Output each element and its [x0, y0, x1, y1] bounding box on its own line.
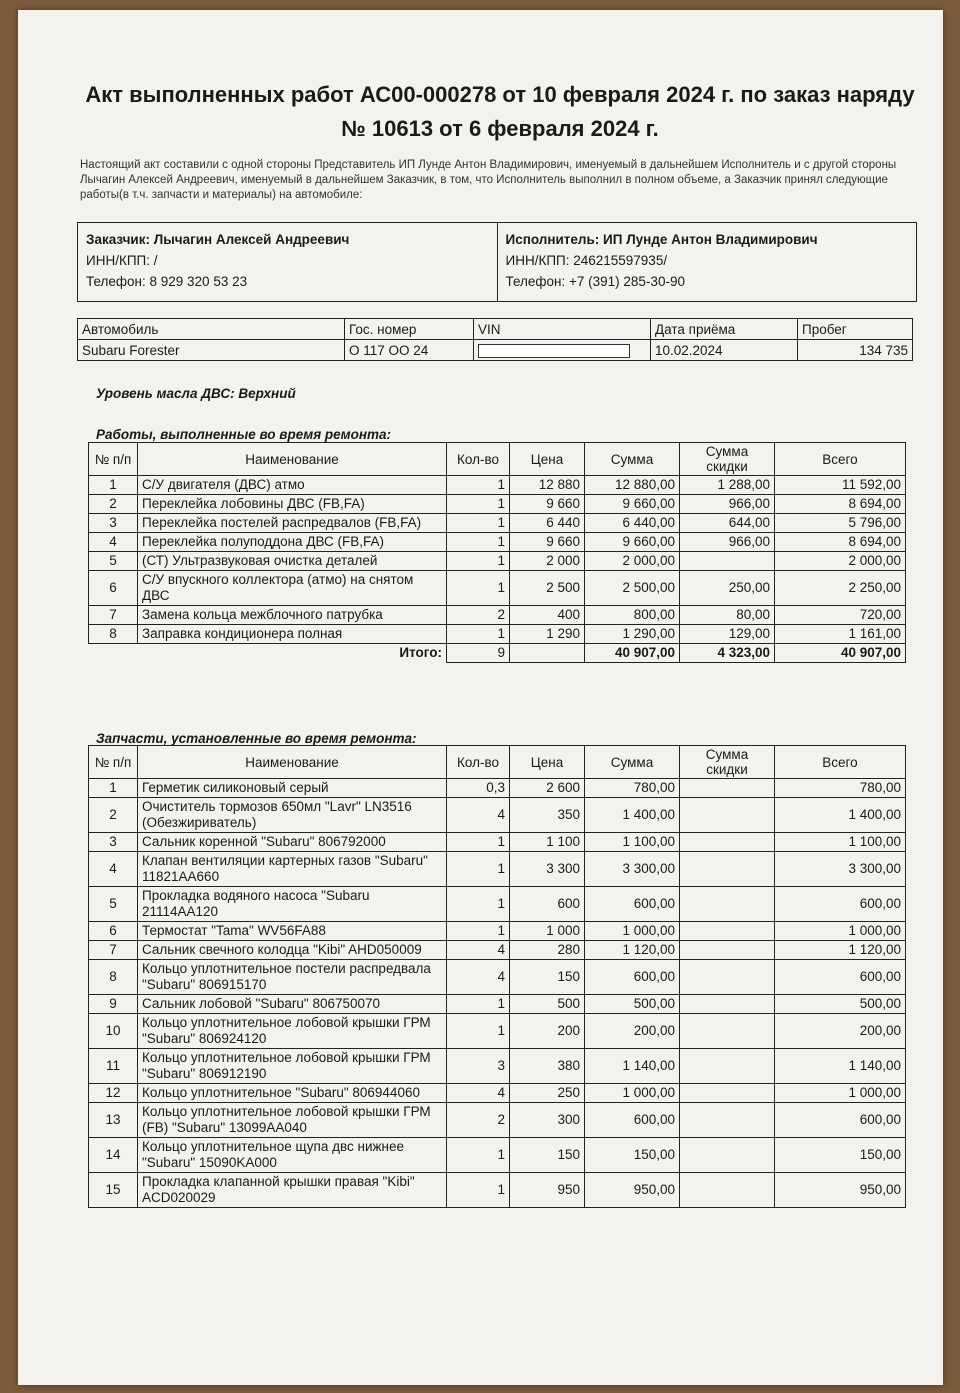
parts-row-total: 3 300,00 — [775, 852, 906, 887]
works-row-discount: 250,00 — [680, 571, 775, 606]
parts-row-no: 10 — [89, 1014, 138, 1049]
works-row — [89, 571, 906, 606]
works-row-no: 7 — [89, 606, 138, 625]
parts-row-no: 14 — [89, 1138, 138, 1173]
parts-row-qty: 4 — [447, 960, 510, 995]
parts-row-qty: 1 — [447, 887, 510, 922]
works-row-discount: 129,00 — [680, 625, 775, 644]
date-value: 10.02.2024 — [651, 340, 798, 361]
works-row-no: 6 — [89, 571, 138, 606]
parts-table — [88, 745, 906, 1208]
parts-row-total: 200,00 — [775, 1014, 906, 1049]
works-row — [89, 533, 906, 552]
works-row-total: 8 694,00 — [775, 533, 906, 552]
works-row-qty: 1 — [447, 625, 510, 644]
works-row-name: (СТ) Ультразвуковая очистка деталей — [138, 552, 447, 571]
works-row-no: 2 — [89, 495, 138, 514]
works-row-no: 3 — [89, 514, 138, 533]
customer-name: Заказчик: Лычагин Алексей Андреевич — [86, 232, 350, 247]
parts-row-discount — [680, 1049, 775, 1084]
parts-row-name: Кольцо уплотнительное лобовой крышки ГРМ "Subaru" 806912190 — [138, 1049, 447, 1084]
intro-paragraph: Настоящий акт составили с одной стороны Представитель ИП Лунде Антон Владимирович, именуемый в дальнейшем Исполнитель и с другой стороны Лычагин Алексей Андреевич, именуемый в дальнейшем Заказчик, в том, что Исполнитель выполнил в полном объеме, а Заказчик принял следующие работы(в т.ч. запчасти и материалы) на автомобиле: — [80, 159, 897, 201]
parts-row-name: Кольцо уплотнительное щупа двс нижнее "Subaru" 15090KA000 — [138, 1138, 447, 1173]
parts-row-sum: 1 000,00 — [585, 1084, 680, 1103]
parts-row-name: Сальник свечного колодца "Kibi" AHD050009 — [138, 941, 447, 960]
parts-row-total: 1 000,00 — [775, 1084, 906, 1103]
parts-row-name: Кольцо уплотнительное постели распредвала "Subaru" 806915170 — [138, 960, 447, 995]
works-col-name: Наименование — [138, 443, 447, 476]
parts-row-sum: 1 140,00 — [585, 1049, 680, 1084]
works-label: Работы, выполненные во время ремонта: — [96, 427, 392, 442]
works-table — [88, 442, 906, 663]
parts-row-total: 1 000,00 — [775, 922, 906, 941]
works-row-price: 400 — [510, 606, 585, 625]
parts-row-name: Кольцо уплотнительное лобовой крышки ГРМ "Subaru" 806924120 — [138, 1014, 447, 1049]
parts-row-discount — [680, 1014, 775, 1049]
parts-row-price: 1 100 — [510, 833, 585, 852]
parts-row-price: 950 — [510, 1173, 585, 1208]
works-row-no: 4 — [89, 533, 138, 552]
parts-row-discount — [680, 1084, 775, 1103]
parts-row-total: 950,00 — [775, 1173, 906, 1208]
works-row-price: 9 660 — [510, 495, 585, 514]
parts-col-name: Наименование — [138, 746, 447, 779]
works-row-no: 5 — [89, 552, 138, 571]
works-row-sum: 1 290,00 — [585, 625, 680, 644]
parts-row-name: Сальник лобовой "Subaru" 806750070 — [138, 995, 447, 1014]
parts-row-total: 600,00 — [775, 960, 906, 995]
parts-row-no: 9 — [89, 995, 138, 1014]
parts-row — [89, 1049, 906, 1084]
works-row — [89, 552, 906, 571]
parts-row-no: 15 — [89, 1173, 138, 1208]
parts-row-sum: 200,00 — [585, 1014, 680, 1049]
parts-row-no: 13 — [89, 1103, 138, 1138]
parts-row-price: 500 — [510, 995, 585, 1014]
parts-row-qty: 1 — [447, 1014, 510, 1049]
works-row — [89, 495, 906, 514]
parties-table — [77, 222, 917, 302]
works-row-no: 8 — [89, 625, 138, 644]
executor-cell — [497, 223, 917, 302]
parts-row — [89, 960, 906, 995]
works-row-total: 8 694,00 — [775, 495, 906, 514]
car-table — [77, 318, 913, 361]
vin-header: VIN — [474, 319, 651, 340]
works-row-sum: 800,00 — [585, 606, 680, 625]
works-row-qty: 1 — [447, 514, 510, 533]
works-row-discount: 966,00 — [680, 495, 775, 514]
works-row-qty: 1 — [447, 571, 510, 606]
parts-row-qty: 4 — [447, 941, 510, 960]
parts-row — [89, 798, 906, 833]
parts-row-price: 600 — [510, 887, 585, 922]
parts-row — [89, 1173, 906, 1208]
works-total-all: 40 907,00 — [775, 644, 906, 663]
works-col-sum: Сумма — [585, 443, 680, 476]
works-row-price: 2 000 — [510, 552, 585, 571]
parts-row-qty: 4 — [447, 1084, 510, 1103]
works-row — [89, 514, 906, 533]
parts-row-no: 2 — [89, 798, 138, 833]
works-row — [89, 606, 906, 625]
parts-row-qty: 1 — [447, 1138, 510, 1173]
parts-row-sum: 3 300,00 — [585, 852, 680, 887]
parts-col-sum: Сумма — [585, 746, 680, 779]
works-row-sum: 9 660,00 — [585, 495, 680, 514]
parts-row-qty: 1 — [447, 1173, 510, 1208]
works-total-price — [510, 644, 585, 663]
parts-row-no: 3 — [89, 833, 138, 852]
works-row-name: Заправка кондиционера полная — [138, 625, 447, 644]
works-row-discount: 644,00 — [680, 514, 775, 533]
parts-row-name: Кольцо уплотнительное лобовой крышки ГРМ (FB) "Subaru" 13099AA040 — [138, 1103, 447, 1138]
parts-row-qty: 3 — [447, 1049, 510, 1084]
works-row-name: Переклейка лобовины ДВС (FB,FA) — [138, 495, 447, 514]
parts-row-total: 600,00 — [775, 887, 906, 922]
oil-level: Уровень масла ДВС: Верхний — [96, 386, 296, 401]
parts-row-no: 8 — [89, 960, 138, 995]
parts-row-total: 1 120,00 — [775, 941, 906, 960]
works-row-sum: 2 500,00 — [585, 571, 680, 606]
works-total-spacer — [89, 644, 138, 663]
parts-row-total: 1 100,00 — [775, 833, 906, 852]
parts-row-price: 300 — [510, 1103, 585, 1138]
works-row-discount: 1 288,00 — [680, 476, 775, 495]
parts-row-name: Кольцо уплотнительное "Subaru" 806944060 — [138, 1084, 447, 1103]
works-total-sum: 40 907,00 — [585, 644, 680, 663]
parts-row-sum: 1 120,00 — [585, 941, 680, 960]
works-row-qty: 1 — [447, 476, 510, 495]
plate-header: Гос. номер — [345, 319, 474, 340]
parts-row-discount — [680, 960, 775, 995]
works-row-price: 1 290 — [510, 625, 585, 644]
parts-row-price: 2 600 — [510, 779, 585, 798]
parts-row-sum: 1 000,00 — [585, 922, 680, 941]
parts-row-discount — [680, 1138, 775, 1173]
parts-row-qty: 1 — [447, 995, 510, 1014]
parts-row-qty: 4 — [447, 798, 510, 833]
parts-row-total: 780,00 — [775, 779, 906, 798]
parts-row-total: 150,00 — [775, 1138, 906, 1173]
parts-row-discount — [680, 1103, 775, 1138]
parts-row-name: Сальник коренной "Subaru" 806792000 — [138, 833, 447, 852]
parts-row-name: Герметик силиконовый серый — [138, 779, 447, 798]
executor-name: Исполнитель: ИП Лунде Антон Владимирович — [505, 232, 818, 247]
works-row-name: С/У двигателя (ДВС) атмо — [138, 476, 447, 495]
works-row-sum: 12 880,00 — [585, 476, 680, 495]
parts-row-sum: 150,00 — [585, 1138, 680, 1173]
works-col-discount: Сумма скидки — [680, 443, 775, 476]
works-total-qty: 9 — [447, 644, 510, 663]
parts-row-no: 7 — [89, 941, 138, 960]
works-row-price: 9 660 — [510, 533, 585, 552]
works-row-price: 6 440 — [510, 514, 585, 533]
parts-row-discount — [680, 922, 775, 941]
parts-row-sum: 780,00 — [585, 779, 680, 798]
works-row-discount: 80,00 — [680, 606, 775, 625]
executor-phone: Телефон: +7 (391) 285-30-90 — [505, 274, 685, 289]
parts-row-name: Клапан вентиляции картерных газов "Subaru" 11821AA660 — [138, 852, 447, 887]
works-row-qty: 1 — [447, 495, 510, 514]
works-row-qty: 2 — [447, 606, 510, 625]
parts-row-sum: 950,00 — [585, 1173, 680, 1208]
parts-row-discount — [680, 833, 775, 852]
parts-row-name: Прокладка клапанной крышки правая "Kibi" ACD020029 — [138, 1173, 447, 1208]
parts-row-total: 500,00 — [775, 995, 906, 1014]
parts-row-no: 12 — [89, 1084, 138, 1103]
works-total-discount: 4 323,00 — [680, 644, 775, 663]
works-col-qty: Кол-во — [447, 443, 510, 476]
parts-row-qty: 2 — [447, 1103, 510, 1138]
parts-row-discount — [680, 779, 775, 798]
works-row-price: 2 500 — [510, 571, 585, 606]
date-header: Дата приёма — [651, 319, 798, 340]
parts-row — [89, 995, 906, 1014]
parts-label: Запчасти, установленные во время ремонта: — [96, 731, 417, 746]
mileage-header: Пробег — [798, 319, 913, 340]
parts-col-qty: Кол-во — [447, 746, 510, 779]
works-row-total: 11 592,00 — [775, 476, 906, 495]
parts-row-discount — [680, 941, 775, 960]
parts-row-sum: 600,00 — [585, 887, 680, 922]
works-row — [89, 625, 906, 644]
works-col-price: Цена — [510, 443, 585, 476]
works-row-name: Переклейка полуподдона ДВС (FB,FA) — [138, 533, 447, 552]
parts-row-no: 11 — [89, 1049, 138, 1084]
works-row-name: С/У впускного коллектора (атмо) на снятом ДВС — [138, 571, 447, 606]
vin-redacted — [478, 344, 630, 358]
customer-cell — [78, 223, 498, 302]
works-total-label: Итого: — [399, 645, 442, 661]
parts-row-discount — [680, 887, 775, 922]
parts-row-sum: 1 400,00 — [585, 798, 680, 833]
parts-row-qty: 0,3 — [447, 779, 510, 798]
parts-row-price: 1 000 — [510, 922, 585, 941]
works-row-qty: 1 — [447, 552, 510, 571]
parts-row — [89, 1138, 906, 1173]
parts-row-total: 600,00 — [775, 1103, 906, 1138]
works-row-total: 2 000,00 — [775, 552, 906, 571]
parts-col-discount: Сумма скидки — [680, 746, 775, 779]
parts-row-price: 280 — [510, 941, 585, 960]
works-row-discount — [680, 552, 775, 571]
parts-row — [89, 941, 906, 960]
works-row-name: Замена кольца межблочного патрубка — [138, 606, 447, 625]
car-header: Автомобиль — [78, 319, 345, 340]
parts-row-price: 150 — [510, 960, 585, 995]
parts-row-price: 250 — [510, 1084, 585, 1103]
parts-row-price: 200 — [510, 1014, 585, 1049]
parts-row-price: 150 — [510, 1138, 585, 1173]
parts-row-discount — [680, 1173, 775, 1208]
parts-row — [89, 887, 906, 922]
parts-col-total: Всего — [775, 746, 906, 779]
works-row-sum: 6 440,00 — [585, 514, 680, 533]
parts-row — [89, 1014, 906, 1049]
works-row-no: 1 — [89, 476, 138, 495]
parts-row — [89, 833, 906, 852]
parts-col-no: № п/п — [89, 746, 138, 779]
works-col-no: № п/п — [89, 443, 138, 476]
parts-row-name: Очиститель тормозов 650мл "Lavr" LN3516 (Обезжириватель) — [138, 798, 447, 833]
parts-row-price: 380 — [510, 1049, 585, 1084]
works-row-qty: 1 — [447, 533, 510, 552]
parts-row — [89, 1103, 906, 1138]
works-row-total: 5 796,00 — [775, 514, 906, 533]
parts-row-sum: 500,00 — [585, 995, 680, 1014]
works-row-price: 12 880 — [510, 476, 585, 495]
parts-row-discount — [680, 995, 775, 1014]
works-row-sum: 9 660,00 — [585, 533, 680, 552]
works-row-name: Переклейка постелей распредвалов (FB,FA) — [138, 514, 447, 533]
customer-inn: ИНН/КПП: / — [86, 253, 158, 268]
parts-row — [89, 922, 906, 941]
works-row-total: 720,00 — [775, 606, 906, 625]
works-row — [89, 476, 906, 495]
parts-row — [89, 1084, 906, 1103]
works-row-sum: 2 000,00 — [585, 552, 680, 571]
car-value: Subaru Forester — [78, 340, 345, 361]
parts-row — [89, 779, 906, 798]
vin-value — [474, 340, 651, 361]
parts-row-price: 350 — [510, 798, 585, 833]
parts-row — [89, 852, 906, 887]
parts-row-qty: 1 — [447, 833, 510, 852]
parts-row-discount — [680, 852, 775, 887]
parts-row-no: 6 — [89, 922, 138, 941]
works-row-total: 2 250,00 — [775, 571, 906, 606]
executor-inn: ИНН/КПП: 246215597935/ — [505, 253, 668, 268]
parts-row-total: 1 140,00 — [775, 1049, 906, 1084]
mileage-value: 134 735 — [798, 340, 913, 361]
parts-row-no: 4 — [89, 852, 138, 887]
parts-row-sum: 1 100,00 — [585, 833, 680, 852]
parts-row-total: 1 400,00 — [775, 798, 906, 833]
parts-col-price: Цена — [510, 746, 585, 779]
parts-row-sum: 600,00 — [585, 960, 680, 995]
parts-row-discount — [680, 798, 775, 833]
parts-row-sum: 600,00 — [585, 1103, 680, 1138]
parts-row-qty: 1 — [447, 922, 510, 941]
works-col-total: Всего — [775, 443, 906, 476]
works-row-total: 1 161,00 — [775, 625, 906, 644]
plate-value: О 117 ОО 24 — [345, 340, 474, 361]
parts-row-no: 5 — [89, 887, 138, 922]
parts-row-name: Термостат "Tama" WV56FA88 — [138, 922, 447, 941]
document-title: Акт выполненных работ АС00-000278 от 10 февраля 2024 г. по заказ наряду № 10613 от 6 февраля 2024 г. — [85, 82, 915, 141]
parts-row-name: Прокладка водяного насоса "Subaru 21114AA120 — [138, 887, 447, 922]
parts-row-no: 1 — [89, 779, 138, 798]
customer-phone: Телефон: 8 929 320 53 23 — [86, 274, 248, 289]
parts-row-qty: 1 — [447, 852, 510, 887]
parts-row-price: 3 300 — [510, 852, 585, 887]
works-row-discount: 966,00 — [680, 533, 775, 552]
